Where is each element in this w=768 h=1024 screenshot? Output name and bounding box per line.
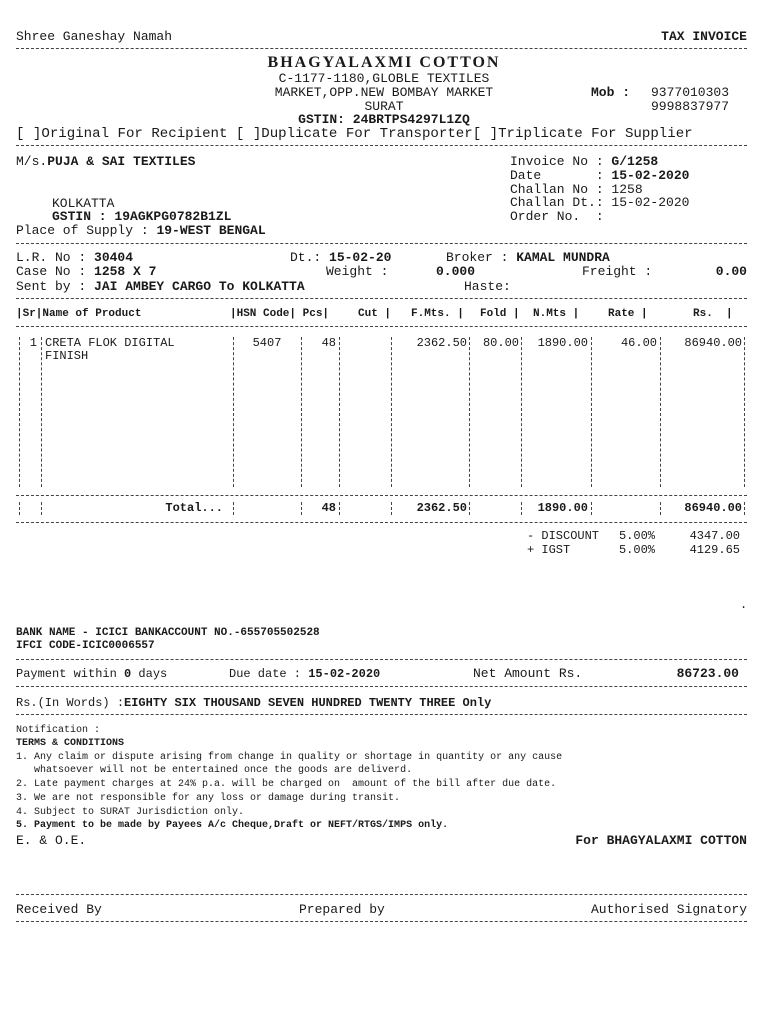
supply-label: Place of Supply : bbox=[16, 223, 157, 238]
received-by: Received By bbox=[16, 902, 102, 917]
total-pcs: 48 bbox=[321, 501, 336, 515]
blessing: Shree Ganeshay Namah bbox=[16, 29, 173, 44]
row-rate: 46.00 bbox=[620, 336, 657, 350]
doc-type: TAX INVOICE bbox=[661, 29, 747, 44]
haste-label: Haste: bbox=[464, 279, 511, 294]
col-header-fold: Fold | bbox=[480, 308, 520, 320]
mob-1: 9377010303 bbox=[650, 85, 729, 100]
row-fold: 80.00 bbox=[482, 336, 519, 350]
invoice-date-line bbox=[510, 168, 689, 183]
challan-dt: 15-02-2020 bbox=[611, 195, 690, 210]
challan-dt-line bbox=[510, 195, 689, 210]
broker-line bbox=[446, 250, 610, 265]
payment-within-line bbox=[16, 667, 167, 681]
row-fmts: 2362.50 bbox=[416, 336, 467, 350]
term-item: 4. Subject to SURAT Jurisdiction only. bbox=[16, 807, 245, 818]
invoice-date-label: Date : bbox=[510, 168, 612, 183]
broker-name: KAMAL MUNDRA bbox=[516, 250, 610, 265]
col-line bbox=[19, 337, 20, 487]
invoice-date: 15-02-2020 bbox=[611, 168, 690, 183]
col-line bbox=[469, 337, 470, 487]
supply-value: 19-WEST BENGAL bbox=[156, 223, 266, 238]
row-sr: 1 bbox=[29, 336, 37, 350]
order-no-label: Order No. : bbox=[510, 209, 604, 224]
words-label: Rs.(In Words) : bbox=[16, 696, 125, 710]
divider bbox=[16, 659, 747, 660]
for-company: For BHAGYALAXMI COTTON bbox=[575, 833, 747, 848]
row-product-1: CRETA FLOK DIGITAL bbox=[45, 336, 175, 350]
lr-date-line bbox=[290, 250, 391, 265]
challan-dt-label: Challan Dt.: bbox=[510, 195, 612, 210]
place-of-supply-line bbox=[16, 223, 266, 238]
col-line bbox=[233, 502, 234, 515]
freight-value: 0.00 bbox=[715, 264, 747, 279]
igst-pct: 5.00% bbox=[618, 543, 655, 557]
row-pcs: 48 bbox=[321, 336, 336, 350]
total-rs: 86940.00 bbox=[684, 501, 742, 515]
divider bbox=[16, 894, 747, 895]
freight-label: Freight : bbox=[582, 264, 653, 279]
divider bbox=[16, 714, 747, 715]
challan-no-label: Challan No : bbox=[510, 182, 612, 197]
col-line bbox=[339, 502, 340, 515]
due-date-line bbox=[229, 667, 380, 681]
term-item: 1. Any claim or dispute arising from change in quality or shortage in quantity or any cause bbox=[16, 752, 563, 763]
term-item: 3. We are not responsible for any loss or damage during transit. bbox=[16, 793, 401, 804]
lr-date: 15-02-20 bbox=[329, 250, 392, 265]
col-header-rate: Rate | bbox=[608, 308, 648, 320]
invoice-no-label: Invoice No : bbox=[510, 154, 612, 169]
col-line bbox=[301, 337, 302, 487]
term-item: 5. Payment to be made by Payees A/c Cheque,Draft or NEFT/RTGS/IMPS only. bbox=[16, 820, 449, 831]
party-name: PUJA & SAI TEXTILES bbox=[47, 154, 196, 169]
col-header-fmts: F.Mts. | bbox=[411, 308, 464, 320]
terms-title: TERMS & CONDITIONS bbox=[16, 738, 125, 749]
total-nmts: 1890.00 bbox=[537, 501, 588, 515]
case-no: 1258 X 7 bbox=[94, 264, 157, 279]
total-label: Total... bbox=[165, 501, 223, 515]
net-amount: 86723.00 bbox=[676, 666, 739, 681]
mob-2: 9998837977 bbox=[650, 99, 729, 114]
stray-dot: . bbox=[740, 598, 748, 612]
col-line bbox=[660, 337, 661, 487]
case-label: Case No : bbox=[16, 264, 95, 279]
party-name-line bbox=[16, 154, 195, 169]
party-gstin-label: GSTIN : bbox=[52, 209, 115, 224]
col-line bbox=[744, 337, 745, 487]
payment-days-label: days bbox=[131, 667, 168, 681]
eoe: E. & O.E. bbox=[16, 833, 87, 848]
col-line bbox=[591, 337, 592, 487]
total-fmts: 2362.50 bbox=[416, 501, 467, 515]
sent-value: JAI AMBEY CARGO To KOLKATTA bbox=[94, 279, 305, 294]
col-line bbox=[41, 337, 42, 487]
row-nmts: 1890.00 bbox=[537, 336, 588, 350]
lr-no: 30404 bbox=[94, 250, 134, 265]
authorised-signatory: Authorised Signatory bbox=[590, 902, 747, 917]
invoice-no: G/1258 bbox=[611, 154, 659, 169]
payment-within-label: Payment within bbox=[16, 667, 125, 681]
col-line bbox=[591, 502, 592, 515]
lr-line bbox=[16, 250, 133, 265]
party-gstin-line bbox=[52, 209, 231, 224]
divider bbox=[16, 522, 747, 523]
divider bbox=[16, 243, 747, 244]
col-line bbox=[469, 502, 470, 515]
invoice-no-line bbox=[510, 154, 658, 169]
address-line-1: C-1177-1180,GLOBLE TEXTILES bbox=[278, 71, 490, 86]
divider bbox=[16, 921, 747, 922]
row-product-2: FINISH bbox=[45, 349, 89, 363]
challan-no: 1258 bbox=[611, 182, 643, 197]
row-rs: 86940.00 bbox=[684, 336, 742, 350]
divider bbox=[16, 298, 747, 299]
sent-label: Sent by : bbox=[16, 279, 95, 294]
col-header-rs: Rs. | bbox=[693, 308, 733, 320]
party-gstin: 19AGKPG0782B1ZL bbox=[114, 209, 232, 224]
broker-label: Broker : bbox=[446, 250, 517, 265]
row-hsn: 5407 bbox=[252, 336, 282, 350]
col-header-cut: Cut | bbox=[358, 308, 392, 320]
col-line bbox=[19, 502, 20, 515]
bank-line-1: BANK NAME - ICICI BANKACCOUNT NO.-655705502528 bbox=[16, 627, 320, 639]
net-amount-label: Net Amount Rs. bbox=[473, 666, 583, 681]
company-name: BHAGYALAXMI COTTON bbox=[267, 54, 501, 71]
payment-within-days: 0 bbox=[124, 667, 132, 681]
col-header-hsn-pcs: |HSN Code| Pcs| bbox=[230, 308, 330, 320]
col-header-sr-product: |Sr|Name of Product bbox=[16, 308, 142, 320]
term-item: 2. Late payment charges at 24% p.a. will be charged on amount of the bill after due date. bbox=[16, 779, 557, 790]
divider bbox=[16, 495, 747, 496]
due-date: 15-02-2020 bbox=[308, 667, 381, 681]
words-value: EIGHTY SIX THOUSAND SEVEN HUNDRED TWENTY THREE Only bbox=[124, 696, 492, 710]
divider bbox=[16, 48, 747, 49]
divider bbox=[16, 326, 747, 327]
divider bbox=[16, 145, 747, 146]
igst-label: + IGST bbox=[527, 543, 571, 557]
weight-value: 0.000 bbox=[436, 264, 476, 279]
term-item: whatsoever will not be entertained once the goods are deliverd. bbox=[16, 765, 413, 776]
discount-pct: 5.00% bbox=[618, 529, 655, 543]
mob-label: Mob : bbox=[591, 85, 631, 100]
col-line bbox=[233, 337, 234, 487]
col-header-nmts: N.Mts | bbox=[533, 308, 580, 320]
weight-label: Weight : bbox=[326, 264, 397, 279]
company-gstin: GSTIN: 24BRTPS4297L1ZQ bbox=[298, 112, 470, 127]
party-prefix: M/s. bbox=[16, 154, 48, 169]
lr-date-label: Dt.: bbox=[290, 250, 330, 265]
case-line bbox=[16, 264, 156, 279]
col-line bbox=[339, 337, 340, 487]
col-line bbox=[41, 502, 42, 515]
col-line bbox=[744, 502, 745, 515]
party-city: KOLKATTA bbox=[52, 196, 115, 211]
discount-label: - DISCOUNT bbox=[527, 529, 600, 543]
col-line bbox=[521, 337, 522, 487]
divider bbox=[16, 686, 747, 687]
lr-label: L.R. No : bbox=[16, 250, 95, 265]
igst-amount: 4129.65 bbox=[689, 543, 740, 557]
prepared-by: Prepared by bbox=[299, 902, 385, 917]
discount-amount: 4347.00 bbox=[689, 529, 740, 543]
address-line-2: MARKET,OPP.NEW BOMBAY MARKET bbox=[274, 85, 494, 100]
col-line bbox=[391, 337, 392, 487]
address-line-3: SURAT bbox=[364, 99, 404, 114]
sent-by-line bbox=[16, 279, 305, 294]
bank-line-2: IFCI CODE-ICIC0006557 bbox=[16, 640, 155, 652]
copy-type-line: [ ]Original For Recipient [ ]Duplicate For Transporter[ ]Triplicate For Supplier bbox=[16, 126, 693, 142]
amount-in-words-line bbox=[16, 696, 491, 710]
due-date-label: Due date : bbox=[229, 667, 309, 681]
notification-label: Notification : bbox=[16, 725, 101, 736]
